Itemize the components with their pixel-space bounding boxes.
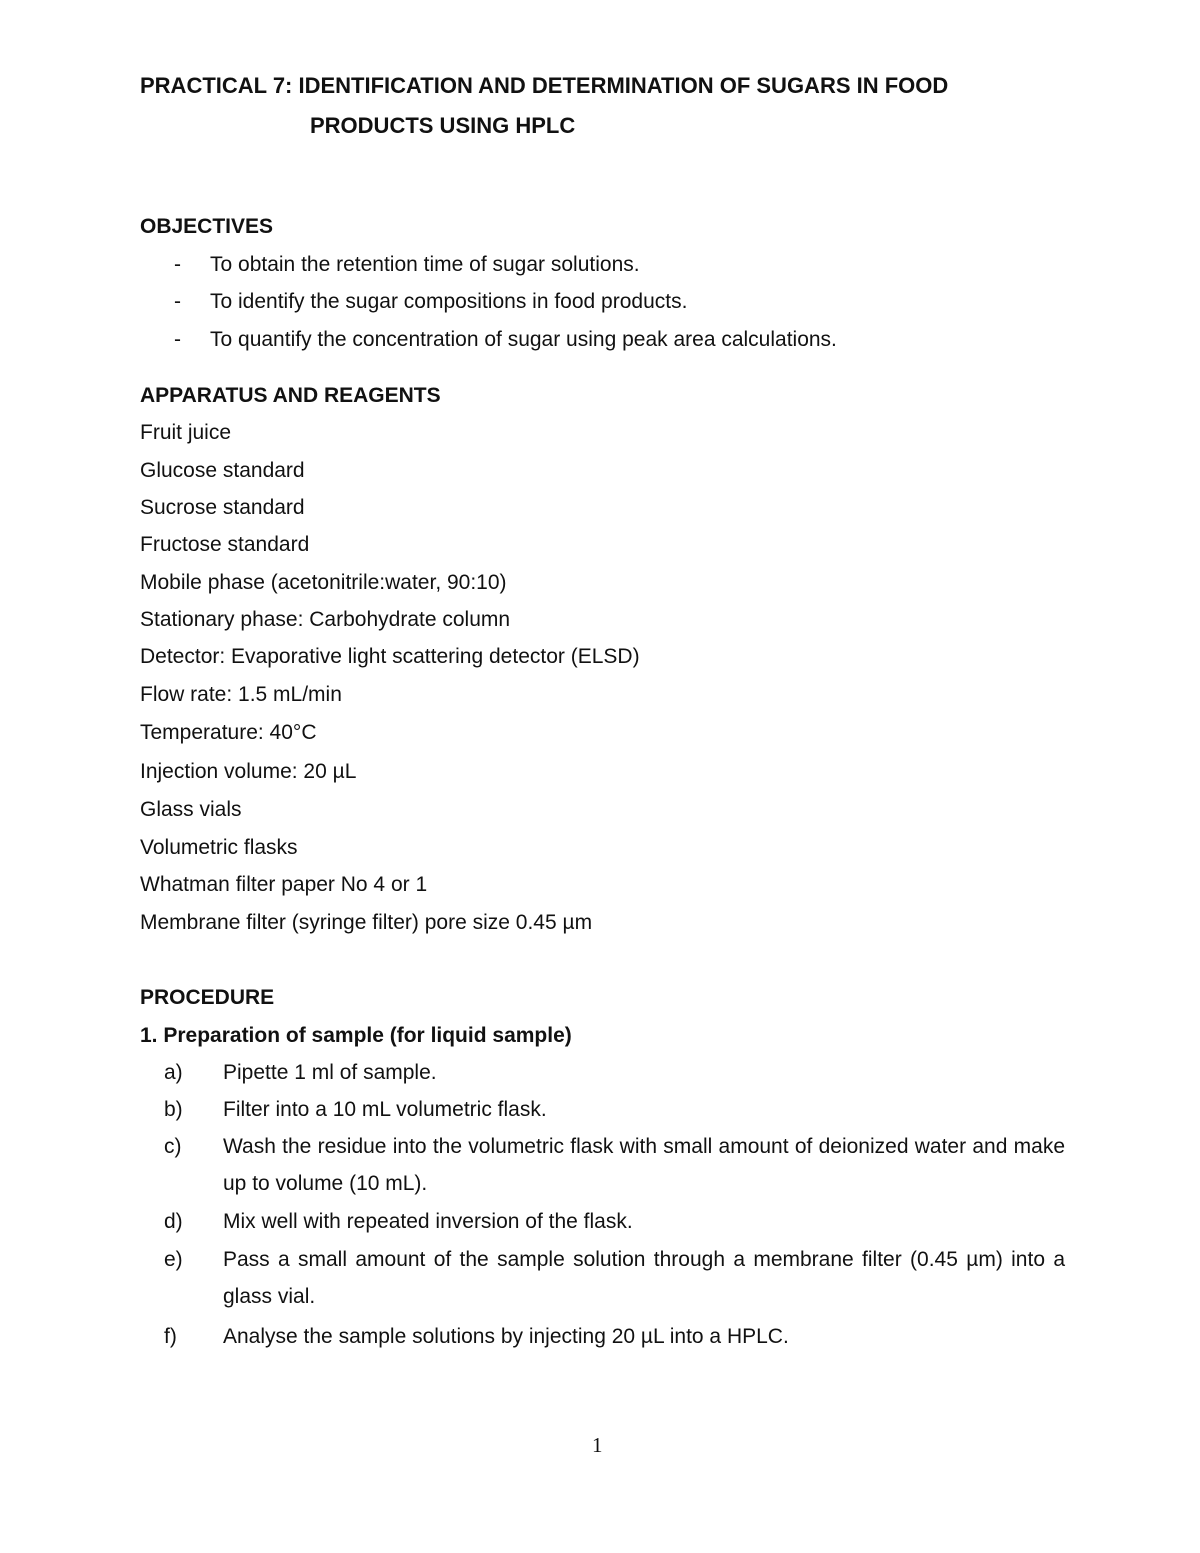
- step-text: Pipette 1 ml of sample.: [223, 1061, 437, 1084]
- procedure-step: [140, 1203, 1065, 1240]
- objective-text: To obtain the retention time of sugar solutions.: [210, 253, 640, 276]
- bullet-dash: -: [174, 290, 181, 313]
- title-line-2: PRODUCTS USING HPLC: [310, 113, 576, 138]
- apparatus-item: Temperature: 40°C: [140, 721, 317, 744]
- page-number: 1: [592, 1433, 603, 1457]
- apparatus-heading: APPARATUS AND REAGENTS: [140, 384, 441, 407]
- step-text: Filter into a 10 mL volumetric flask.: [223, 1098, 547, 1121]
- step-label: a): [164, 1061, 183, 1084]
- step-text: Pass a small amount of the sample solution through a membrane filter (0.45 µm) into a glass vial.: [223, 1248, 1065, 1308]
- step-text: Mix well with repeated inversion of the flask.: [223, 1210, 633, 1233]
- bullet-dash: -: [174, 328, 181, 351]
- apparatus-item: Stationary phase: Carbohydrate column: [140, 608, 511, 631]
- apparatus-item: Volumetric flasks: [140, 836, 298, 859]
- procedure-step: [140, 1128, 1065, 1202]
- apparatus-item: Detector: Evaporative light scattering detector (ELSD): [140, 645, 640, 668]
- apparatus-item: Glucose standard: [140, 459, 305, 482]
- apparatus-item: Mobile phase (acetonitrile:water, 90:10): [140, 571, 507, 594]
- objectives-heading: OBJECTIVES: [140, 215, 274, 238]
- procedure-step: [140, 1318, 1065, 1355]
- step-label: c): [164, 1135, 182, 1158]
- procedure-step: [140, 1241, 1065, 1315]
- objective-text: To quantify the concentration of sugar using peak area calculations.: [210, 328, 837, 351]
- apparatus-item: Whatman filter paper No 4 or 1: [140, 873, 428, 896]
- step-text: Analyse the sample solutions by injecting 20 µL into a HPLC.: [223, 1325, 789, 1348]
- apparatus-item: Membrane filter (syringe filter) pore size 0.45 µm: [140, 911, 593, 934]
- apparatus-item: Fruit juice: [140, 421, 232, 444]
- apparatus-item: Fructose standard: [140, 533, 310, 556]
- step-label: d): [164, 1210, 183, 1233]
- procedure-heading: PROCEDURE: [140, 986, 275, 1009]
- step-label: f): [164, 1325, 177, 1348]
- apparatus-item: Sucrose standard: [140, 496, 305, 519]
- apparatus-item: Injection volume: 20 µL: [140, 760, 357, 783]
- objective-text: To identify the sugar compositions in food products.: [210, 290, 688, 313]
- step-label: e): [164, 1248, 183, 1271]
- apparatus-item: Flow rate: 1.5 mL/min: [140, 683, 342, 706]
- procedure-section-title: 1. Preparation of sample (for liquid sample): [140, 1024, 572, 1047]
- bullet-dash: -: [174, 253, 181, 276]
- apparatus-item: Glass vials: [140, 798, 242, 821]
- procedure-step: [140, 1054, 1065, 1091]
- step-text: Wash the residue into the volumetric flask with small amount of deionized water and make up to volume (10 mL).: [223, 1135, 1065, 1195]
- step-label: b): [164, 1098, 183, 1121]
- procedure-step: [140, 1091, 1065, 1128]
- title-line-1: PRACTICAL 7: IDENTIFICATION AND DETERMINATION OF SUGARS IN FOOD: [140, 73, 949, 98]
